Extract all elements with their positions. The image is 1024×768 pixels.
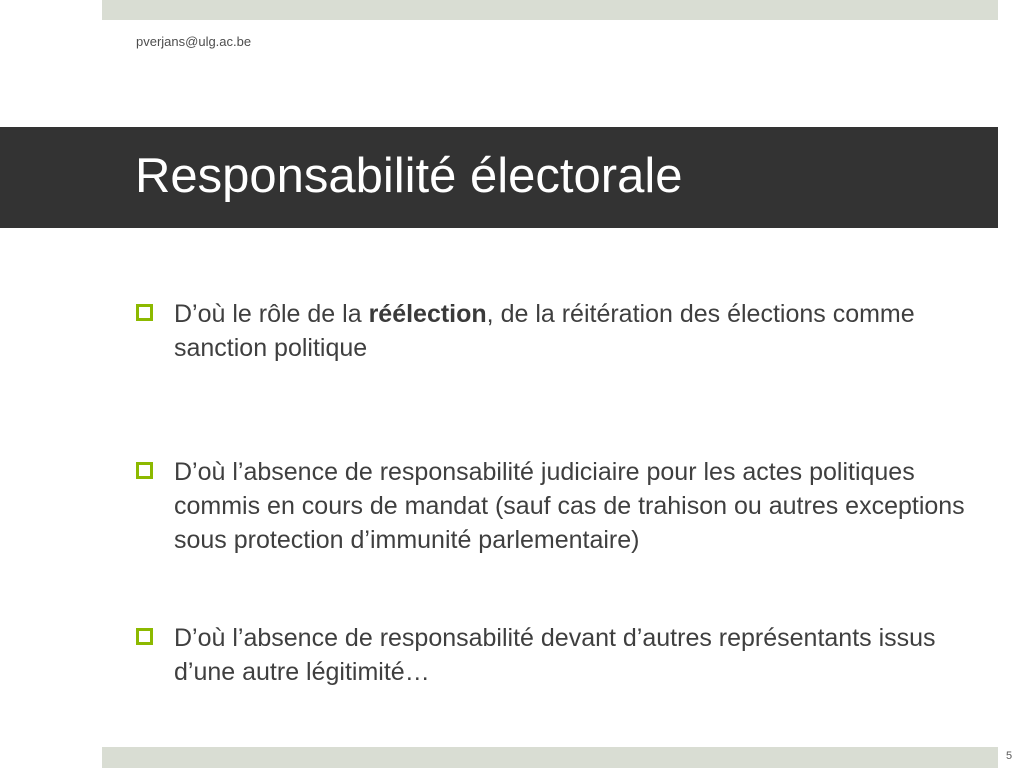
square-bullet-icon [136,462,153,479]
bullet-text-after: , de la réitération des élections comme sanction politique [174,300,915,362]
bullet-text [174,297,976,365]
slide-title: Responsabilité électorale [135,149,683,203]
page-number: 5 [1006,750,1013,762]
bullet-text: D’où l’absence de responsabilité devant d’autres représentants issus d’une autre légitimité… [174,624,936,686]
top-decorative-bar [102,0,998,20]
bullet-text: D’où l’absence de responsabilité judiciaire pour les actes politiques commis en cours de mandat (sauf cas de trahison ou autres exceptions sous protection d’immunité parlementaire) [174,458,965,554]
square-bullet-icon [136,628,153,645]
author-email: pverjans@ulg.ac.be [136,34,252,49]
bullet-bold-term: réélection [368,300,487,328]
bottom-decorative-bar [102,747,998,768]
bullet-text-before: D’où le rôle de la [174,300,369,328]
bullet-item-reelection [136,297,976,365]
bullet-item-judicial [136,455,976,557]
bullet-item-representatives [136,621,976,689]
square-bullet-icon [136,304,153,321]
